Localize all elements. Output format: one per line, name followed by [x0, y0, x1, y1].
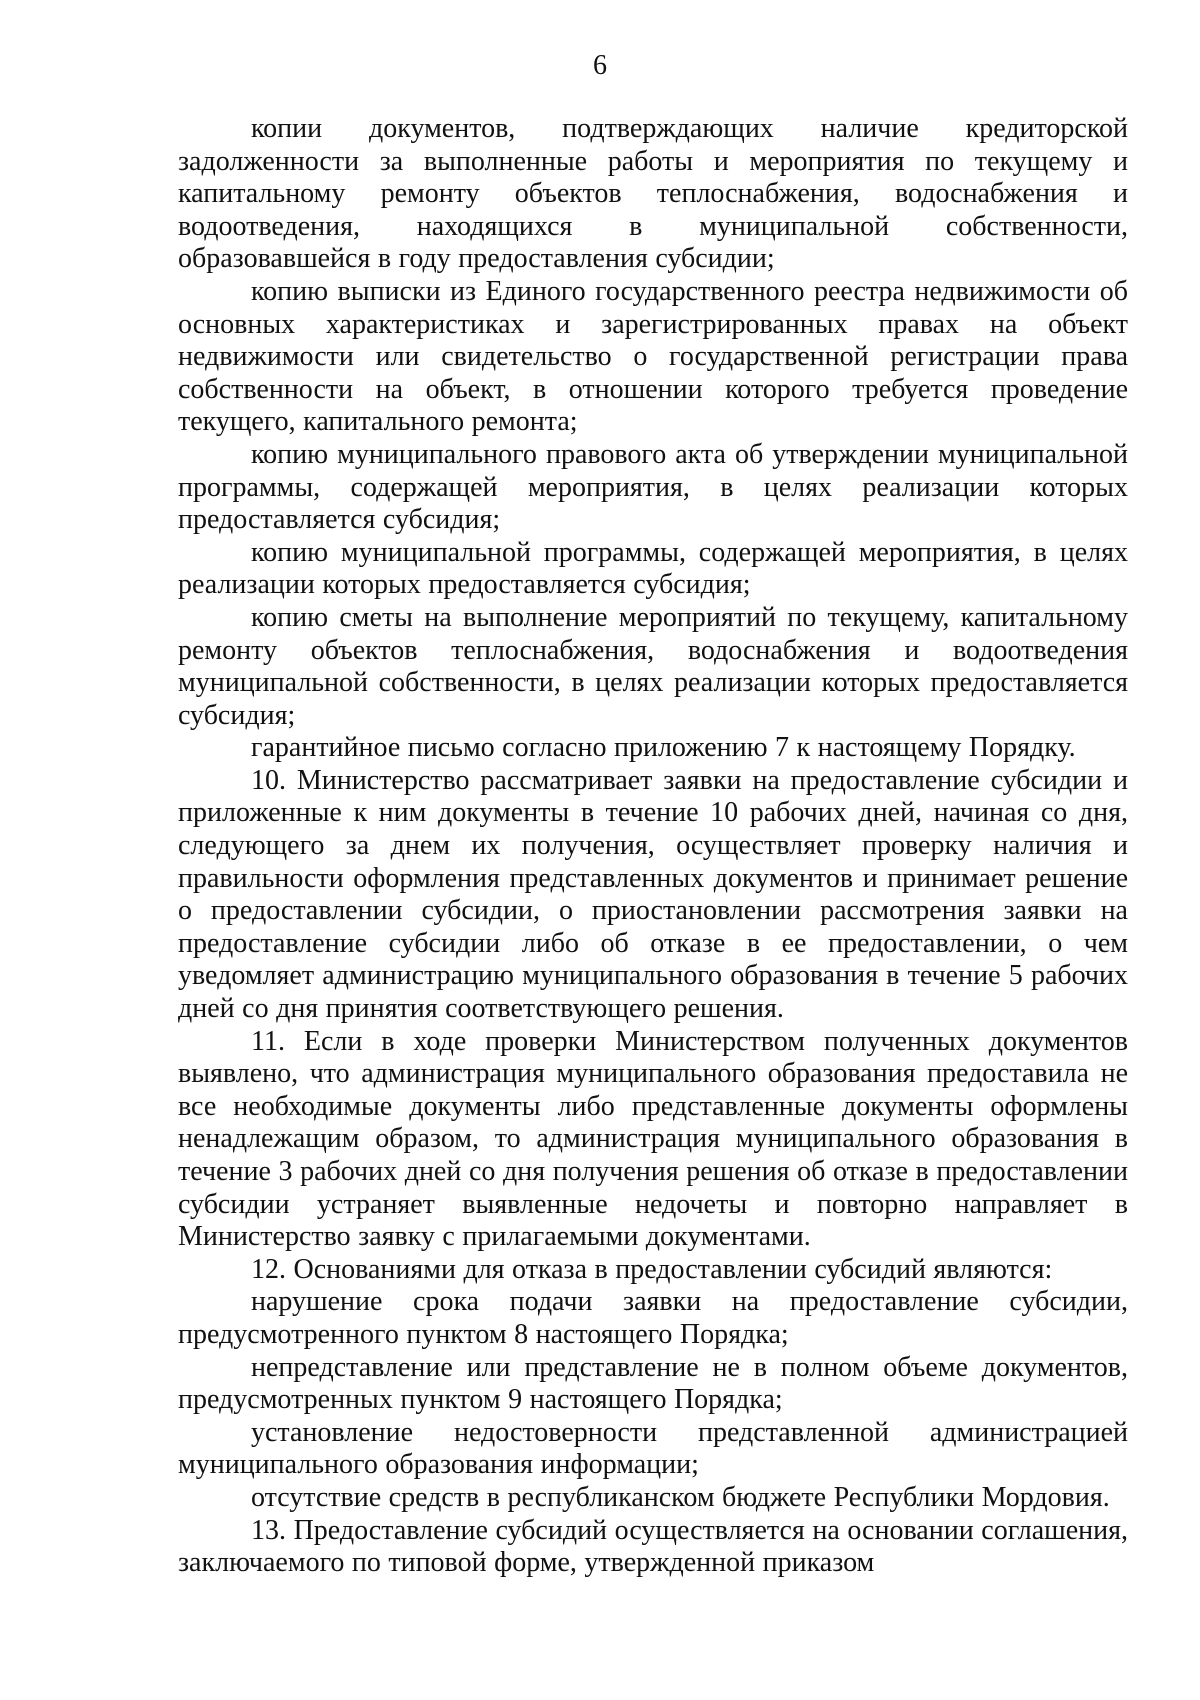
paragraph-municipal-act-copy: копию муниципального правового акта об утверждении муниципальной программы, содержащей мероприятия, в целях реализации которых предоставляется субсидия; [178, 438, 1128, 536]
paragraph-item-12: 12. Основаниями для отказа в предоставлении субсидий являются: [251, 1253, 1053, 1285]
paragraph-refusal-incomplete: непредставление или представление не в полном объеме документов, предусмотренных пунктом 9 настоящего Порядка; [178, 1351, 1128, 1416]
paragraph-item-13: 13. Предоставление субсидий осуществляется на основании соглашения, заключаемого по типовой форме, утвержденной приказом [178, 1514, 1128, 1579]
document-body [178, 113, 1128, 1580]
paragraph-refusal-deadline: нарушение срока подачи заявки на предоставление субсидии, предусмотренного пунктом 8 настоящего Порядка; [178, 1286, 1128, 1350]
page-number: 6 [593, 50, 607, 81]
paragraph-guarantee-letter: гарантийное письмо согласно приложению 7 к настоящему Порядку. [251, 732, 1076, 764]
paragraph-registry-extract: копию выписки из Единого государственного реестра недвижимости об основных характеристиках и зарегистрированных правах на объект недвижимости или свидетельство о государственной регистрации права собственности на объект, в отношении которого требуется проведение текущего, капитального ремонта; [178, 275, 1128, 438]
paragraph-estimate-copy: копию сметы на выполнение мероприятий по текущему, капитальному ремонту объектов теплоснабжения, водоснабжения и водоотведения муниципальной собственности, в целях реализации которых предоставляется субсидия; [178, 601, 1128, 731]
paragraph-refusal-no-funds: отсутствие средств в республиканском бюджете Республики Мордовия. [251, 1481, 1110, 1513]
paragraph-refusal-inaccuracy: установление недостоверности представленной администрацией муниципального образования информации; [178, 1416, 1128, 1481]
paragraph-creditor-debt-documents: копии документов, подтверждающих наличие кредиторской задолженности за выполненные работы и мероприятия по текущему и капитальному ремонту объектов теплоснабжения, водоснабжения и водоотведения, находящихся в муниципальной собственности, образовавшейся в году предоставления субсидии; [178, 113, 1128, 275]
paragraph-item-11: 11. Если в ходе проверки Министерством полученных документов выявлено, что администрация муниципального образования предоставила не все необходимые документы либо представленные документы оформлены ненадлежащим образом, то администрация муниципального образования в течение 3 рабочих дней со дня получения решения об отказе в предоставлении субсидии устраняет выявленные недочеты и повторно направляет в Министерство заявку с прилагаемыми документами. [178, 1025, 1128, 1253]
paragraph-municipal-program-copy: копию муниципальной программы, содержащей мероприятия, в целях реализации которых предоставляется субсидия; [178, 536, 1128, 601]
paragraph-item-10: 10. Министерство рассматривает заявки на предоставление субсидии и приложенные к ним документы в течение 10 рабочих дней, начиная со дня, следующего за днем их получения, осуществляет проверку наличия и правильности оформления представленных документов и принимает решение о предоставлении субсидии, о приостановлении рассмотрения заявки на предоставление субсидии либо об отказе в ее предоставлении, о чем уведомляет администрацию муниципального образования в течение 5 рабочих дней со дня принятия соответствующего решения. [178, 764, 1128, 1025]
